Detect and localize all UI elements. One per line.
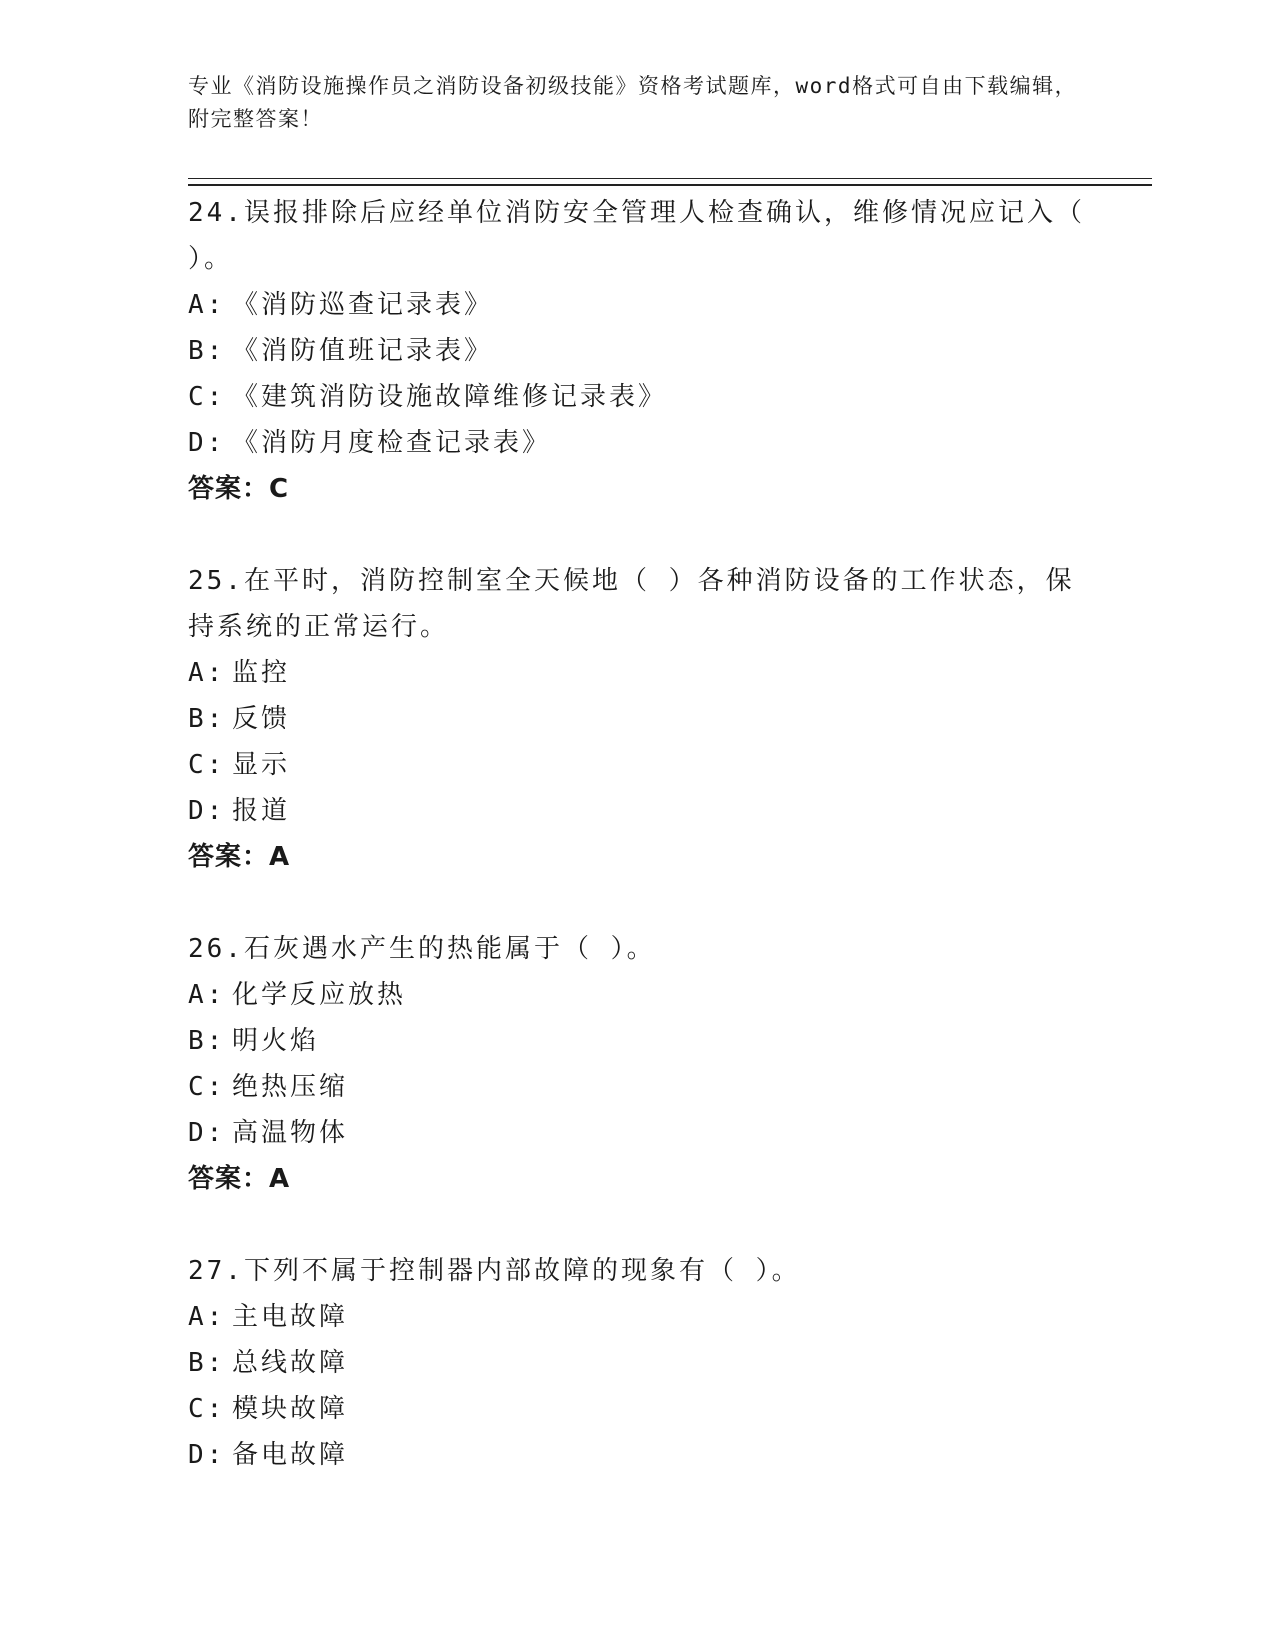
option-letter: D: xyxy=(188,796,226,826)
option-text: 主电故障 xyxy=(232,1302,349,1332)
question-stem: 26.石灰遇水产生的热能属于（ ）。 xyxy=(188,934,656,964)
option-text: 《消防巡查记录表》 xyxy=(232,290,494,320)
option-letter: B: xyxy=(188,1026,226,1056)
option-letter: C: xyxy=(188,1072,226,1102)
document-header: 专业《消防设施操作员之消防设备初级技能》资格考试题库，word格式可自由下载编辑，附完整答案！ xyxy=(188,74,1078,131)
option-text: 明火焰 xyxy=(232,1026,320,1056)
option-d xyxy=(188,420,1088,466)
option-letter: B: xyxy=(188,336,226,366)
question-list xyxy=(188,190,1088,1524)
option-letter: A: xyxy=(188,1302,226,1332)
option-letter: A: xyxy=(188,980,226,1010)
option-c xyxy=(188,1386,1088,1432)
option-b xyxy=(188,696,1088,742)
option-text: 反馈 xyxy=(232,704,291,734)
question-stem: 27.下列不属于控制器内部故障的现象有（ ）。 xyxy=(188,1256,801,1286)
option-b xyxy=(188,328,1088,374)
option-letter: D: xyxy=(188,1118,226,1148)
option-a xyxy=(188,972,1088,1018)
option-c xyxy=(188,374,1088,420)
option-letter: C: xyxy=(188,1394,226,1424)
option-text: 备电故障 xyxy=(232,1440,349,1470)
question-25 xyxy=(188,558,1088,880)
header-divider-thick xyxy=(188,184,1152,186)
option-text: 《建筑消防设施故障维修记录表》 xyxy=(232,382,668,412)
option-text: 《消防值班记录表》 xyxy=(232,336,494,366)
option-text: 绝热压缩 xyxy=(232,1072,349,1102)
option-letter: A: xyxy=(188,658,226,688)
option-letter: D: xyxy=(188,1440,226,1470)
question-27 xyxy=(188,1248,1088,1478)
option-text: 报道 xyxy=(232,796,291,826)
option-letter: C: xyxy=(188,382,226,412)
option-text: 显示 xyxy=(232,750,291,780)
answer-line: 答案：C xyxy=(188,474,290,504)
option-text: 模块故障 xyxy=(232,1394,349,1424)
option-letter: B: xyxy=(188,704,226,734)
option-letter: C: xyxy=(188,750,226,780)
answer-line: 答案：A xyxy=(188,1164,291,1194)
question-26 xyxy=(188,926,1088,1202)
option-b xyxy=(188,1340,1088,1386)
option-text: 总线故障 xyxy=(232,1348,349,1378)
option-a xyxy=(188,650,1088,696)
header-divider-thin xyxy=(188,178,1152,179)
option-text: 监控 xyxy=(232,658,291,688)
option-letter: A: xyxy=(188,290,226,320)
option-d xyxy=(188,1432,1088,1478)
option-d xyxy=(188,788,1088,834)
question-24 xyxy=(188,190,1088,512)
option-c xyxy=(188,1064,1088,1110)
option-text: 《消防月度检查记录表》 xyxy=(232,428,552,458)
option-d xyxy=(188,1110,1088,1156)
option-a xyxy=(188,1294,1088,1340)
option-letter: D: xyxy=(188,428,226,458)
option-text: 化学反应放热 xyxy=(232,980,407,1010)
option-a xyxy=(188,282,1088,328)
answer-line: 答案：A xyxy=(188,842,291,872)
option-letter: B: xyxy=(188,1348,226,1378)
option-text: 高温物体 xyxy=(232,1118,349,1148)
question-stem: 25.在平时，消防控制室全天候地（ ）各种消防设备的工作状态，保持系统的正常运行。 xyxy=(188,566,1075,642)
option-c xyxy=(188,742,1088,788)
option-b xyxy=(188,1018,1088,1064)
question-stem: 24.误报排除后应经单位消防安全管理人检查确认，维修情况应记入（ ）。 xyxy=(188,198,1085,274)
